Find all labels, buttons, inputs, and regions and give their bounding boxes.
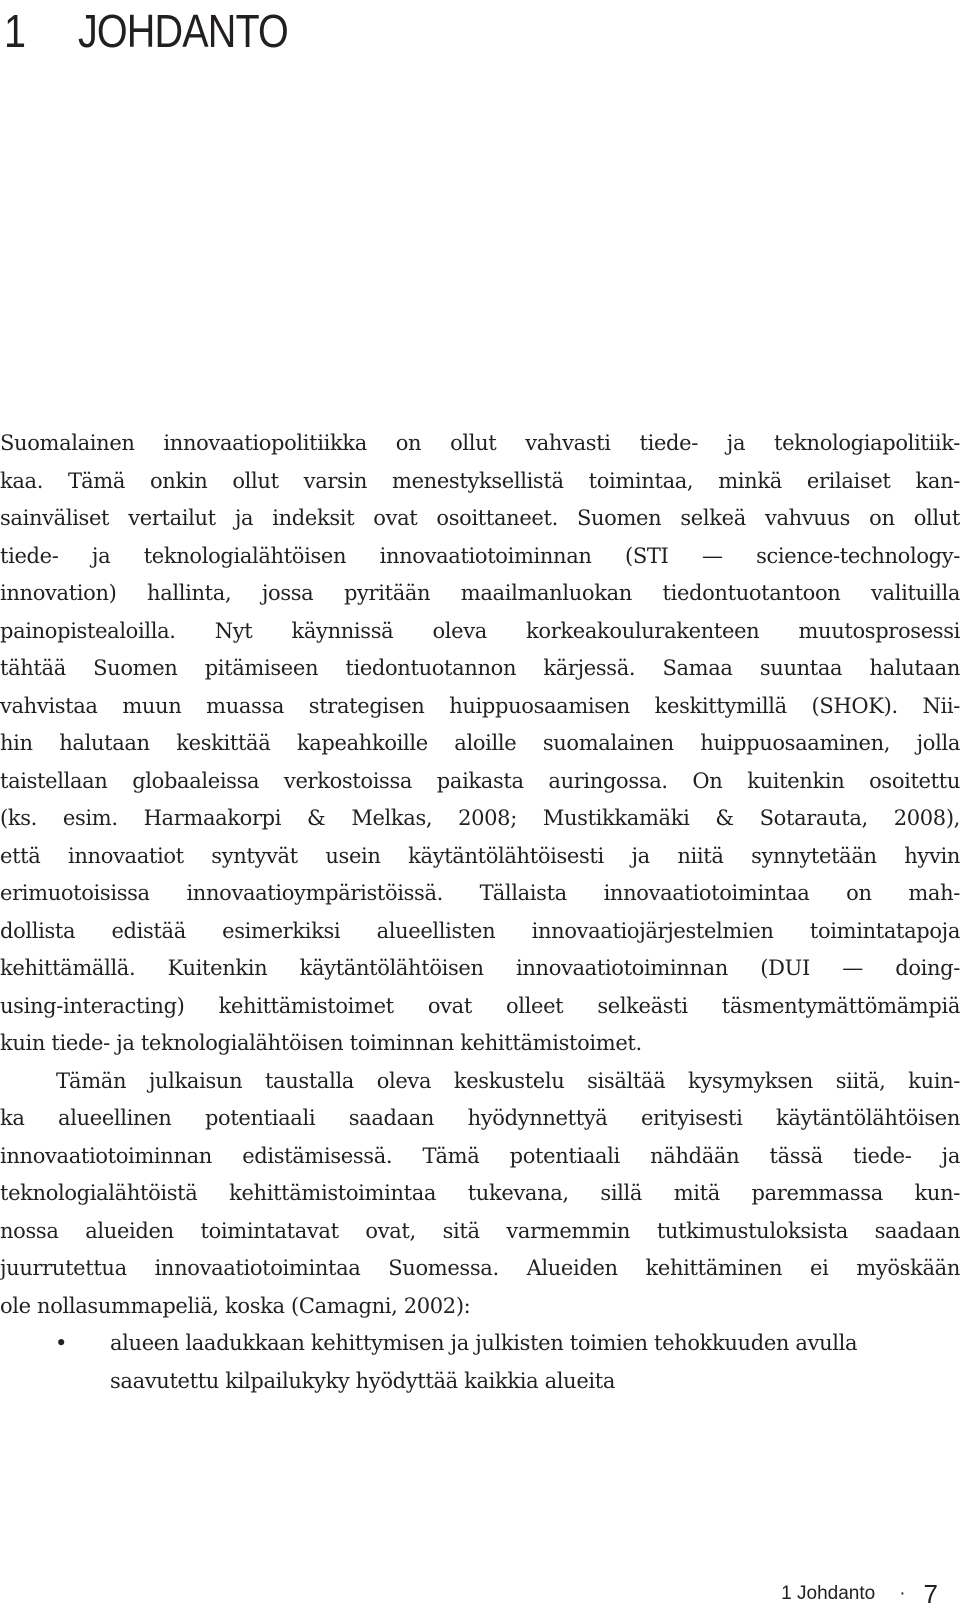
text-line: juurrutettua innovaatiotoimintaa Suomessa. Alueiden kehittäminen ei myöskään — [0, 1256, 960, 1280]
bullet-icon: • — [55, 1331, 68, 1355]
text-line: kuin tiede- ja teknologialähtöisen toiminnan kehittämistoimet. — [0, 1031, 642, 1055]
text-line: dollista edistää esimerkiksi alueellisten innovaatiojärjestelmien toimintatapoja — [0, 918, 960, 943]
text-line: hin halutaan keskittää kapeahkoille aloille suomalainen huippuosaaminen, jolla — [0, 731, 960, 755]
text-line: innovaatiotoiminnan edistämisessä. Tämä potentiaali nähdään tässä tiede- ja — [0, 1143, 960, 1168]
text-line: teknologialähtöistä kehittämistoimintaa tukevana, sillä mitä paremmassa kun- — [0, 1181, 960, 1205]
text-line: sainväliset vertailut ja indeksit ovat osoittaneet. Suomen selkeä vahvuus on ollut — [0, 506, 960, 530]
body-text — [0, 425, 960, 1325]
chapter-title: JOHDANTO — [77, 5, 288, 57]
text-line: (ks. esim. Harmaakorpi & Melkas, 2008; Mustikkamäki & Sotarauta, 2008), — [0, 806, 960, 830]
bullet-list — [0, 1325, 960, 1400]
text-line: Tämän julkaisun taustalla oleva keskustelu sisältää kysymyksen siitä, kuin- — [56, 1068, 960, 1093]
text-line: erimuotoisissa innovaatioympäristöissä. Tällaista innovaatiotoimintaa on mah- — [0, 881, 960, 905]
paragraph-2 — [0, 1063, 960, 1326]
text-line: innovation) hallinta, jossa pyritään maailmanluokan tiedontuotantoon valituilla — [0, 581, 960, 605]
page-footer — [781, 1578, 938, 1610]
text-line: ka alueellinen potentiaali saadaan hyödynnettyä erityisesti käytäntölähtöisen — [0, 1106, 960, 1130]
text-line: kaa. Tämä onkin ollut varsin menestyksellistä toimintaa, minkä erilaiset kan- — [0, 468, 960, 493]
text-line: Suomalainen innovaatiopolitiikka on ollut vahvasti tiede- ja teknologiapolitiik- — [0, 431, 960, 455]
text-line: että innovaatiot syntyvät usein käytäntölähtöisesti ja niitä synnytetään hyvin — [0, 843, 960, 868]
page-number: 7 — [923, 1578, 938, 1609]
text-line: nossa alueiden toimintatavat ovat, sitä varmemmin tutkimustuloksista saadaan — [0, 1218, 960, 1243]
text-line: using-interacting) kehittämistoimet ovat olleet selkeästi täsmentymättömämpiä — [0, 993, 960, 1018]
text-line: tähtää Suomen pitämiseen tiedontuotannon kärjessä. Samaa suuntaa halutaan — [0, 656, 960, 680]
paragraph-1 — [0, 425, 960, 1063]
text-line: ole nollasummapeliä, koska (Camagni, 2002): — [0, 1293, 471, 1318]
chapter-number: 1 — [4, 5, 26, 57]
footer-separator: · — [899, 1583, 906, 1604]
text-line: saavutettu kilpailukyky hyödyttää kaikkia alueita — [110, 1368, 616, 1393]
text-line: taistellaan globaaleissa verkostoissa paikasta auringossa. On kuitenkin osoitettu — [0, 768, 960, 793]
text-line: kehittämällä. Kuitenkin käytäntölähtöisen innovaatiotoiminnan (DUI — doing- — [0, 956, 960, 980]
text-line: alueen laadukkaan kehittymisen ja julkisten toimien tehokkuuden avulla — [110, 1331, 858, 1355]
text-line: tiede- ja teknologialähtöisen innovaatiotoiminnan (STI — science-technology- — [0, 543, 960, 568]
list-item — [0, 1325, 960, 1400]
text-line: vahvistaa muun muassa strategisen huippuosaamisen keskittymillä (SHOK). Nii- — [0, 693, 960, 718]
text-line: painopistealoilla. Nyt käynnissä oleva korkeakoulurakenteen muutosprosessi — [0, 618, 960, 643]
chapter-heading — [4, 0, 288, 62]
running-head: 1 Johdanto — [781, 1583, 876, 1604]
